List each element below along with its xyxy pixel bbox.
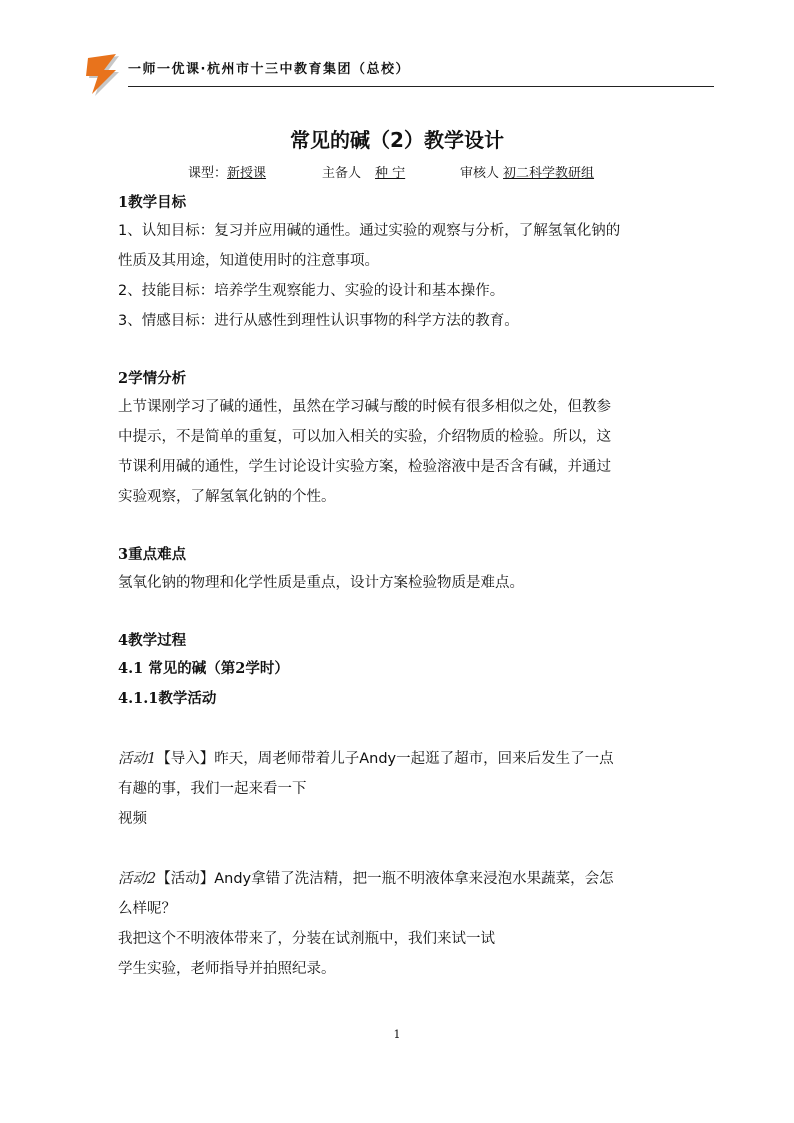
subsection-heading: 4.1 常见的碱（第2学时） [118, 660, 289, 677]
activity-1-line: 活动1【导入】昨天，周老师带着儿子Andy一起逛了超市，回来后发生了一点 [118, 751, 614, 767]
lesson-type: 课型：新授课 [188, 166, 267, 181]
lesson-preparer: 主备人 种 宁 [322, 166, 406, 181]
paragraph: 么样呢？ [118, 901, 176, 917]
paragraph: 氢氧化钠的物理和化学性质是重点，设计方案检验物质是难点。 [118, 575, 524, 591]
paragraph: 中提示，不是简单的重复，可以加入相关的实验，介绍物质的检验。所以，这 [118, 429, 611, 445]
activity-label: 活动1 [118, 751, 157, 767]
page-number: 1 [393, 1028, 401, 1041]
paragraph: 2、技能目标：培养学生观察能力、实验的设计和基本操作。 [118, 283, 505, 299]
document-title: 常见的碱（2）教学设计 [290, 128, 504, 152]
lesson-reviewer: 审核人 初二科学教研组 [460, 166, 595, 181]
header-text: 一师一优课·杭州市十三中教育集团（总校） [128, 62, 410, 77]
section-heading: 4教学过程 [118, 632, 187, 649]
document-body [118, 190, 678, 984]
activity-2-line: 活动2【活动】Andy拿错了洗洁精，把一瓶不明液体拿来浸泡水果蔬菜，会怎 [118, 871, 614, 887]
school-logo-icon [78, 48, 122, 96]
paragraph: 学生实验，老师指导并拍照纪录。 [118, 961, 336, 977]
page-header [78, 44, 718, 100]
paragraph: 性质及其用途，知道使用时的注意事项。 [118, 253, 379, 269]
subsection-heading: 4.1.1教学活动 [118, 690, 217, 707]
paragraph: 视频 [118, 811, 147, 827]
paragraph: 有趣的事，我们一起来看一下 [118, 781, 307, 797]
section-heading: 1教学目标 [118, 194, 187, 211]
header-rule [128, 86, 714, 87]
section-heading: 2学情分析 [118, 370, 187, 387]
paragraph: 节课利用碱的通性，学生讨论设计实验方案，检验溶液中是否含有碱，并通过 [118, 459, 611, 475]
activity-tag: 【导入】 [156, 751, 215, 767]
paragraph: 实验观察，了解氢氧化钠的个性。 [118, 489, 336, 505]
paragraph: 上节课刚学习了碱的通性，虽然在学习碱与酸的时候有很多相似之处，但教参 [118, 399, 611, 415]
paragraph: 我把这个不明液体带来了，分装在试剂瓶中，我们来试一试 [118, 931, 495, 947]
activity-label: 活动2 [118, 871, 157, 887]
section-heading: 3重点难点 [118, 546, 187, 563]
paragraph: 3、情感目标：进行从感性到理性认识事物的科学方法的教育。 [118, 313, 519, 329]
paragraph: 1、认知目标：复习并应用碱的通性。通过实验的观察与分析，了解氢氧化钠的 [118, 223, 621, 239]
activity-tag: 【活动】 [156, 871, 215, 887]
